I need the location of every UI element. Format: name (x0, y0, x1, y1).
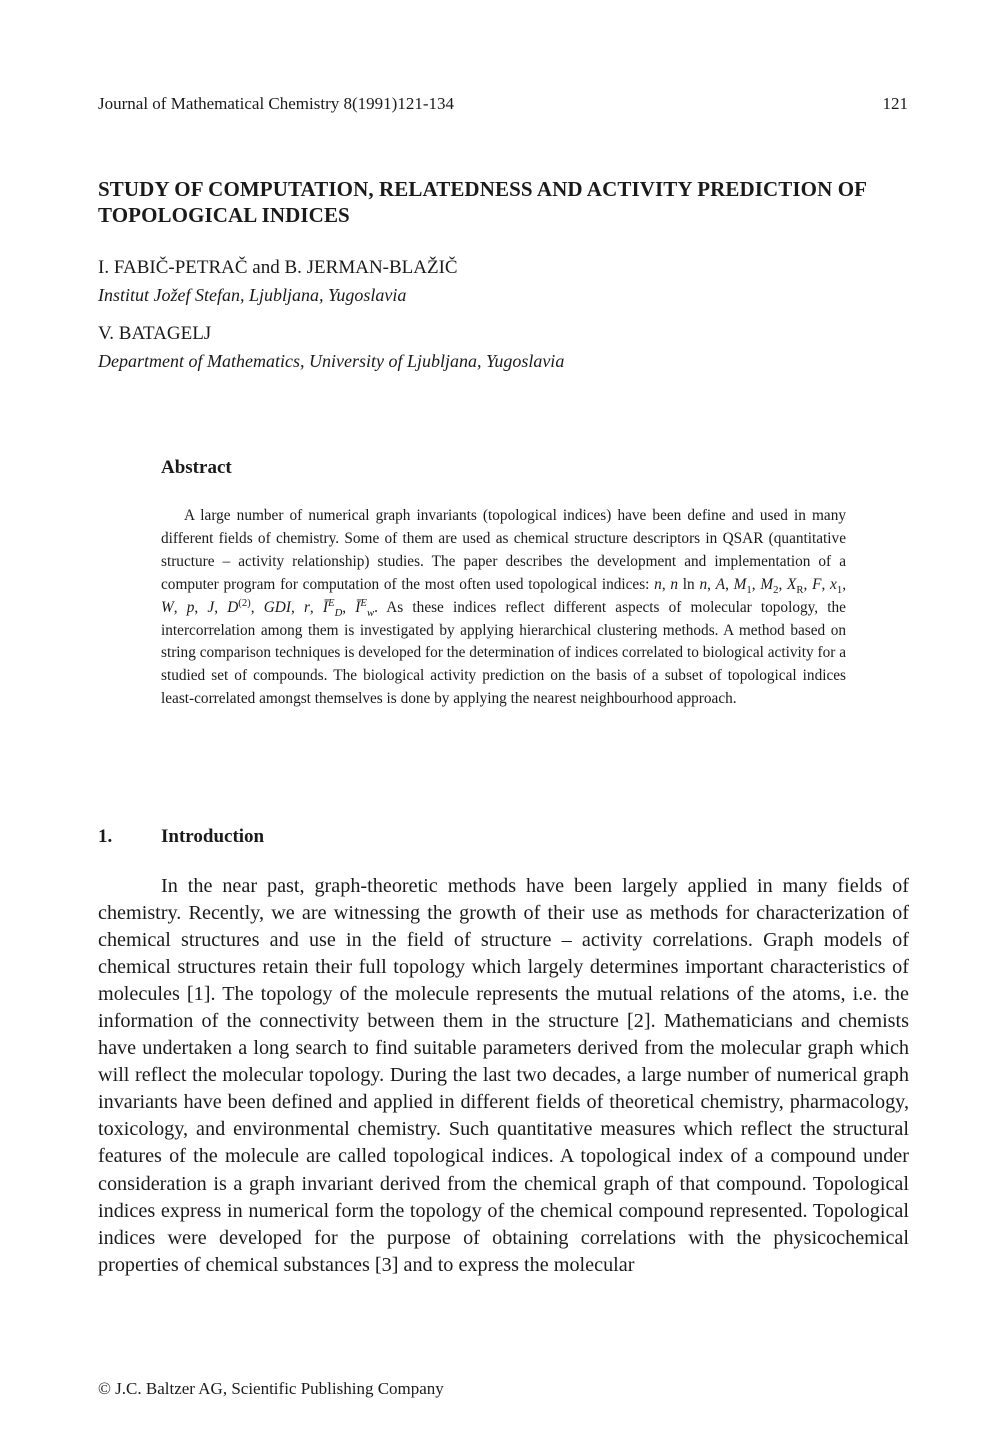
section-title: Introduction (161, 826, 265, 847)
introduction-text: In the near past, graph-theoretic methods have been largely applied in many fields of chemistry. Recently, we are witnessing the growth of their use as methods for characterization of chemical structures and use in the field of structure – activity correlations. Graph models of chemical structures retain their full topology which largely determines important characteristics of molecules [1]. The topology of the molecule represents the mutual relations of the atoms, i.e. the information of the connectivity between them in the structure [2]. Mathematicians and chemists have undertaken a long search to find suitable parameters derived from the molecular graph which will reflect the molecular topology. During the last two decades, a large number of numerical graph invariants have been defined and applied in different fields of theoretical chemistry, pharmacology, toxicology, and environmental chemistry. Such quantitative measures which reflect the structural features of the molecule are called topological indices. A topological index of a compound under consideration is a graph invariant derived from the chemical graph of that compound. Topological indices express in numerical form the topology of the chemical compound represented. Topological indices were developed for the purpose of obtaining correlations with the physicochemical properties of chemical substances [3] and to express the molecular (98, 875, 909, 1276)
paper-title: STUDY OF COMPUTATION, RELATEDNESS AND ACTIVITY PREDICTION OF TOPOLOGICAL INDICES (98, 177, 867, 227)
author-affiliation-1: Institut Jožef Stefan, Ljubljana, Yugoslavia (98, 285, 407, 305)
abstract-text (161, 505, 846, 711)
author-names-2: V. BATAGELJ (98, 323, 212, 344)
author-affiliation-2: Department of Mathematics, University of Ljubljana, Yugoslavia (98, 351, 565, 371)
abstract-heading: Abstract (161, 457, 232, 478)
section-number: 1. (98, 826, 113, 847)
abstract-indices-list: n, n ln n, A, $M_1$, $M_2$, $X_R$, F, $x_1$, W, p, J, $D^{(2)}$, GDI, r, $Ī^E_D$, $Ī^E_w$ (161, 575, 847, 619)
section-heading (98, 826, 264, 848)
author-names-1: I. FABIČ-PETRAČ and B. JERMAN-BLAŽIČ (98, 257, 458, 278)
page-number: 121 (882, 94, 908, 113)
copyright-footer: © J.C. Baltzer AG, Scientific Publishing Company (98, 1379, 444, 1398)
abstract-text-part-2: . As these indices reflect different aspects of molecular topology, the intercorrelation among them is investigated by applying hierarchical clustering methods. A method based on string comparison techniques is developed for the determination of indices correlated to biological activity for a studied set of compounds. The biological activity prediction on the basis of a subset of topological indices least-correlated amongst themselves is done by applying the nearest neighbourhood approach. (161, 598, 846, 708)
running-header (98, 94, 908, 118)
abstract-text-part-1: A large number of numerical graph invariants (topological indices) have been define and used in many different fields of chemistry. Some of them are used as chemical structure descriptors in QSAR (quantitative structure – activity relationship) studies. The paper describes the development and implementation of a computer program for computation of the most often used topological indices: (161, 507, 846, 593)
journal-citation: Journal of Mathematical Chemistry 8(1991)121-134 (98, 94, 454, 113)
